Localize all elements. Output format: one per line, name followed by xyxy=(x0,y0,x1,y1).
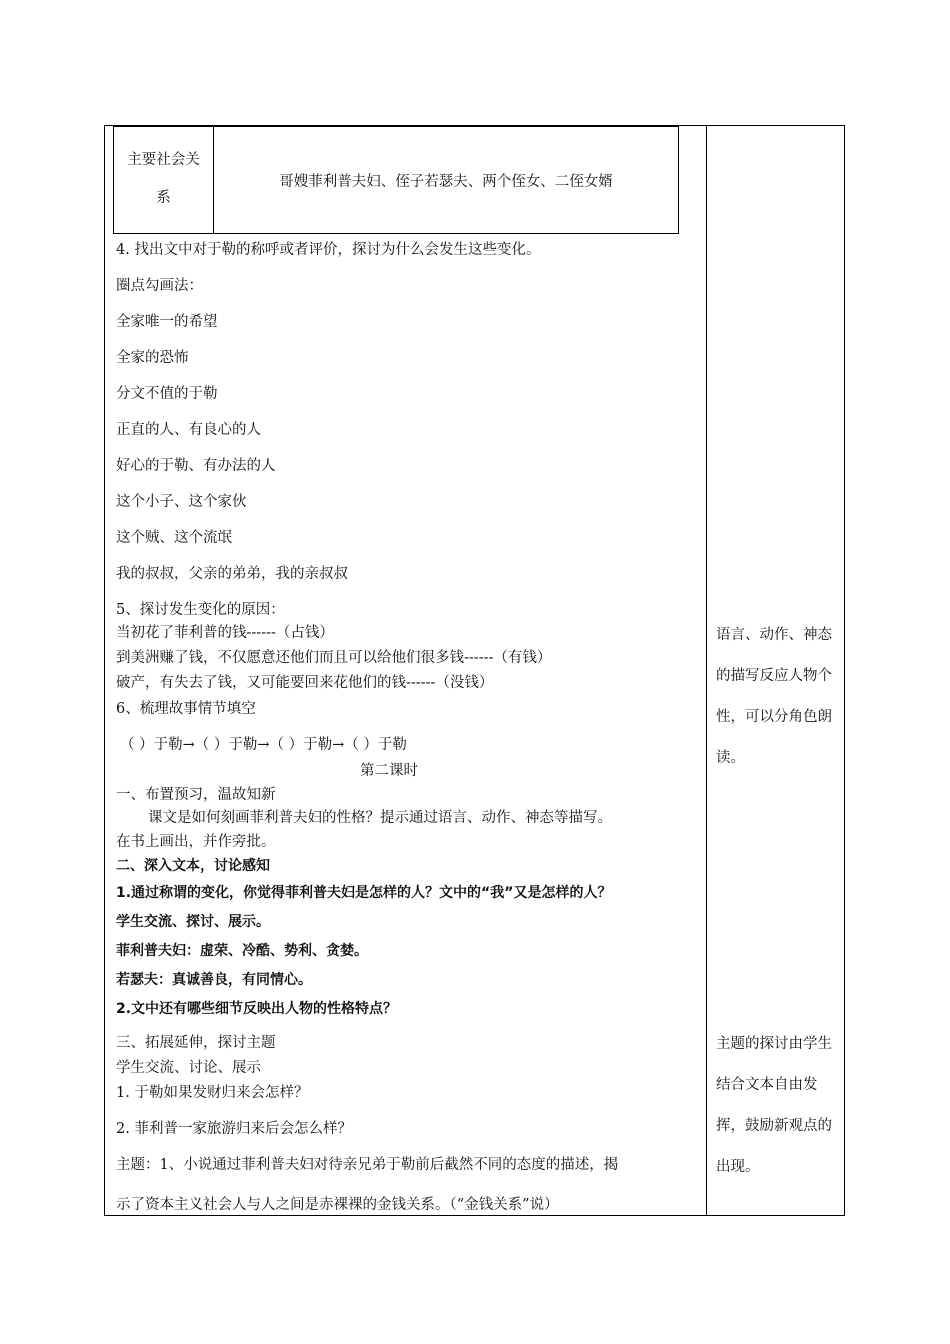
section-3-question-2: 2. 菲利普一家旅游归来后会怎么样？ xyxy=(116,1121,352,1137)
term-5: 好心的于勒、有办法的人 xyxy=(116,458,276,474)
question-6: 6、梳理故事情节填空 xyxy=(116,701,256,717)
section-2-title: 二、深入文本，讨论感知 xyxy=(116,858,270,874)
theme-line-1: 主题：1、小说通过菲利普夫妇对待亲兄弟于勒前后截然不同的态度的描述，揭 xyxy=(116,1157,619,1173)
section-3-answer: 学生交流、讨论、展示 xyxy=(116,1060,261,1076)
question-4: 4. 找出文中对于勒的称呼或者评价，探讨为什么会发生这些变化。 xyxy=(116,242,541,258)
reason-1: 当初花了菲利普的钱------（占钱） xyxy=(116,625,334,641)
term-4: 正直的人、有良心的人 xyxy=(116,422,261,438)
column-divider xyxy=(706,125,707,1216)
section-2-question-2: 2.文中还有哪些细节反映出人物的性格特点？ xyxy=(116,1001,398,1017)
relations-label: 主要社会关 系 xyxy=(127,152,200,206)
term-1: 全家唯一的希望 xyxy=(116,314,218,330)
plot-blanks: （ ）于勒→（ ）于勒→（ ）于勒→（ ）于勒 xyxy=(120,737,407,753)
term-2: 全家的恐怖 xyxy=(116,350,189,366)
theme-line-2: 示了资本主义社会人与人之间是赤裸裸的金钱关系。（“金钱关系”说） xyxy=(116,1197,559,1213)
term-3: 分文不值的于勒 xyxy=(116,386,218,402)
reason-2: 到美洲赚了钱，不仅愿意还他们而且可以给他们很多钱------（有钱） xyxy=(116,650,552,666)
section-3-title: 三、拓展延伸，探讨主题 xyxy=(116,1035,276,1051)
method-label: 圈点勾画法： xyxy=(116,278,203,294)
question-5: 5、探讨发生变化的原因： xyxy=(116,602,285,618)
section-1-title: 一、布置预习，温故知新 xyxy=(116,787,276,803)
relations-table xyxy=(113,125,679,234)
section-2-question-1: 1.通过称谓的变化，你觉得菲利普夫妇是怎样的人？文中的“我”又是怎样的人？ xyxy=(116,885,612,901)
section-3-question-1: 1. 于勒如果发财归来会怎样？ xyxy=(116,1085,309,1101)
reason-3: 破产，有失去了钱，又可能要回来花他们的钱------（没钱） xyxy=(116,675,494,691)
term-7: 这个贼、这个流氓 xyxy=(116,530,232,546)
teaching-note-1: 语言、动作、神态的描写反应人物个性，可以分角色朗读。 xyxy=(716,627,832,766)
term-6: 这个小子、这个家伙 xyxy=(116,494,247,510)
section-2-answer-2: 菲利普夫妇：虚荣、冷酷、势利、贪婪。 xyxy=(116,943,368,959)
relations-value: 哥嫂菲利普夫妇、侄子若瑟夫、两个侄女、二侄女婿 xyxy=(279,173,613,190)
section-2-answer-1: 学生交流、探讨、展示。 xyxy=(116,914,270,930)
teaching-note-2: 主题的探讨由学生结合文本自由发挥，鼓励新观点的出现。 xyxy=(716,1036,832,1175)
term-8: 我的叔叔，父亲的弟弟，我的亲叔叔 xyxy=(116,566,348,582)
section-1-text-2: 在书上画出，并作旁批。 xyxy=(116,834,276,850)
second-lesson-heading: 第二课时 xyxy=(360,763,418,779)
section-2-answer-3: 若瑟夫：真诚善良，有同情心。 xyxy=(116,972,312,988)
section-1-text: 课文是如何刻画菲利普夫妇的性格？提示通过语言、动作、神态等描写。 xyxy=(148,810,612,826)
